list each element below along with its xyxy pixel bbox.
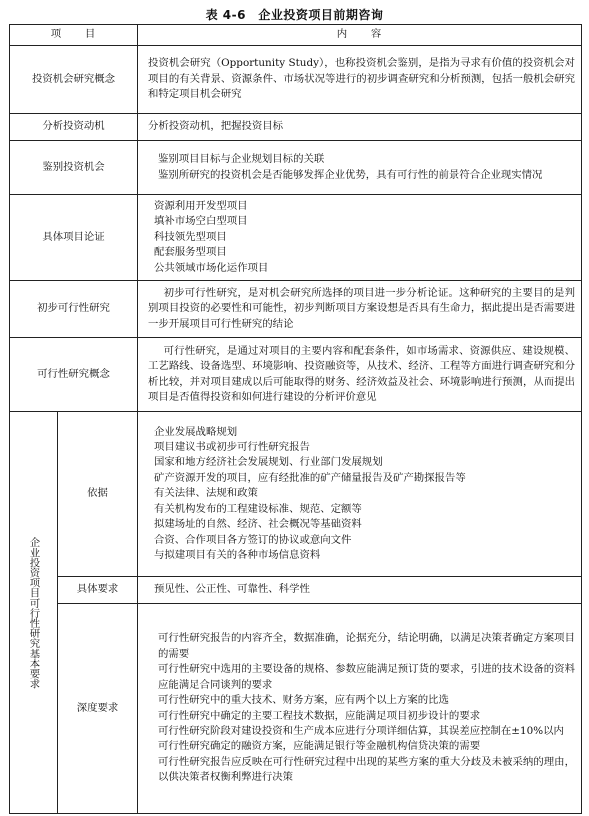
table-row — [10, 114, 582, 141]
table-header-row — [10, 25, 582, 46]
row-content: 可行性研究，是通过对项目的主要内容和配套条件，如市场需求、资源供应、建设规模、工艺路线、设备选型、环境影响、投资融资等，从技术、经济、工程等方面进行调查研究和分析比较，并对项目建成以后可能取得的财务、经济效益及社会、环境影响进行预测，从而提出项目是否值得投资和如何进行建设的分析评价意见 — [138, 338, 582, 412]
row-content: 初步可行性研究，是对机会研究所选择的项目进一步分析论证。这种研究的主要目的是判别项目投资的必要性和可能性，初步判断项目方案设想是否具有生命力，据此提出是否需要进一步开展项目可行性研究的结论 — [138, 281, 582, 338]
list-item: 与拟建项目有关的各种市场信息资料 — [154, 548, 321, 561]
list-item: 可行性研究中确定的主要工程技术数据，应能满足项目初步设计的要求 — [158, 709, 481, 722]
row-label: 分析投资动机 — [10, 114, 138, 141]
table-row — [10, 338, 582, 412]
row-content — [138, 604, 582, 814]
group-label: 企业投资项目可行性研究基本要求 — [27, 536, 40, 689]
table-row — [10, 577, 582, 604]
row-content — [138, 412, 582, 577]
table-caption: 表 4-6 企业投资项目前期咨询 — [205, 8, 384, 22]
row-content: 分析投资动机，把握投资目标 — [138, 114, 582, 141]
list-item: 企业发展战略规划 — [154, 425, 238, 438]
row-content: 投资机会研究（Opportunity Study），也称投资机会鉴别，是指为寻求有价值的投资机会对项目的有关背景、资源条件、市场状况等进行的初步调查研究和分析预测，包括一般机会研究和特定项目机会研究 — [138, 46, 582, 114]
row-content — [138, 195, 582, 281]
list-item: 公共领域市场化运作项目 — [154, 261, 269, 274]
list-item: 有关机构发布的工程建设标准、规范、定额等 — [154, 502, 362, 515]
table-row — [10, 412, 582, 577]
list-item: 可行性研究阶段对建设投资和生产成本应进行分项详细估算，其误差应控制在±10%以内 — [158, 724, 564, 737]
header-item: 项 目 — [10, 25, 138, 46]
list-item: 鉴别所研究的投资机会是否能够发挥企业优势，具有可行性的前景符合企业现实情况 — [158, 168, 543, 181]
list-item: 有关法律、法规和政策 — [154, 487, 258, 500]
list-item: 可行性研究中选用的主要设备的规格、参数应能满足预订货的要求，引进的技术设备的资料应能满足合同谈判的要求 — [158, 663, 575, 691]
group-label-cell — [10, 412, 58, 814]
list-item: 拟建场址的自然、经济、社会概况等基础资料 — [154, 518, 362, 531]
list-item: 资源利用开发型项目 — [154, 199, 248, 212]
row-label: 投资机会研究概念 — [10, 46, 138, 114]
list-item: 填补市场空白型项目 — [154, 215, 248, 228]
table-row — [10, 604, 582, 814]
header-content: 内 容 — [138, 25, 582, 46]
table-row — [10, 281, 582, 338]
row-label: 鉴别投资机会 — [10, 141, 138, 195]
list-item: 矿产资源开发的项目，应有经批准的矿产储量报告及矿产勘探报告等 — [154, 471, 466, 484]
row-content: 预见性、公正性、可靠性、科学性 — [138, 577, 582, 604]
row-label: 具体项目论证 — [10, 195, 138, 281]
list-item: 可行性研究中的重大技术、财务方案，应有两个以上方案的比选 — [158, 694, 449, 707]
list-item: 项目建议书或初步可行性研究报告 — [154, 441, 310, 454]
row-content — [138, 141, 582, 195]
table-row — [10, 46, 582, 114]
list-item: 合资、合作项目各方签订的协议或意向文件 — [154, 533, 352, 546]
list-item: 配套服务型项目 — [154, 246, 227, 259]
row-label: 具体要求 — [58, 577, 138, 604]
table-row — [10, 195, 582, 281]
consulting-table — [9, 24, 582, 814]
list-item: 鉴别项目目标与企业规划目标的关联 — [158, 153, 325, 166]
row-label: 依据 — [58, 412, 138, 577]
row-label: 可行性研究概念 — [10, 338, 138, 412]
list-item: 科技领先型项目 — [154, 230, 227, 243]
list-item: 可行性研究确定的融资方案，应能满足银行等金融机构信贷决策的需要 — [158, 740, 481, 753]
list-item: 可行性研究报告应反映在可行性研究过程中出现的某些方案的重大分歧及未被采纳的理由，以供决策者权衡利弊进行决策 — [158, 755, 575, 784]
list-item: 国家和地方经济社会发展规划、行业部门发展规划 — [154, 456, 383, 469]
list-item: 可行性研究报告的内容齐全，数据准确，论据充分，结论明确，以满足决策者确定方案项目的需要 — [158, 632, 575, 660]
table-row — [10, 141, 582, 195]
row-label: 初步可行性研究 — [10, 281, 138, 338]
row-label: 深度要求 — [58, 604, 138, 814]
